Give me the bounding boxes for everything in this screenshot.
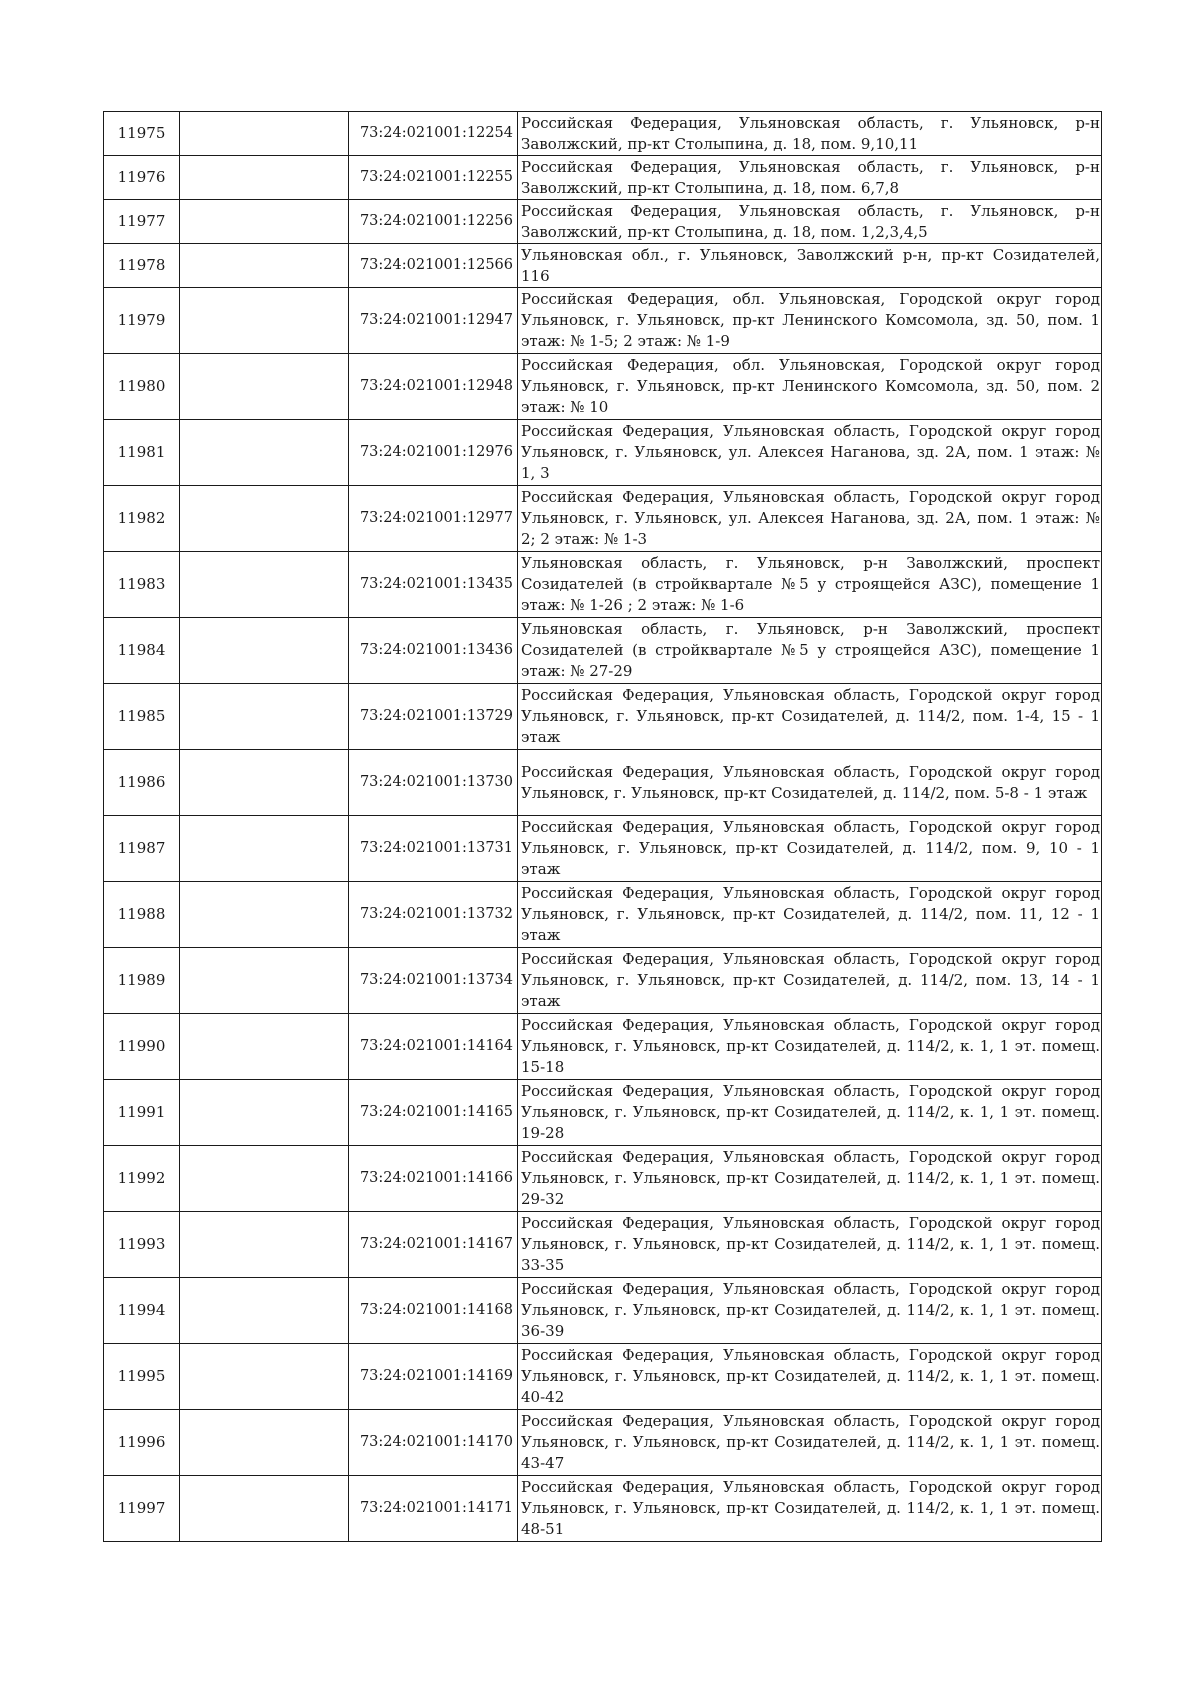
address-cell: Российская Федерация, Ульяновская область, Городской округ город Ульяновск, г. Ульяновск, пр-кт Созидателей, д. 114/2, пом. 9, 10 - 1 этаж <box>518 816 1102 882</box>
row-number: 11976 <box>104 156 180 200</box>
cadastral-number: 73:24:021001:14169 <box>349 1344 518 1410</box>
address-cell: Российская Федерация, Ульяновская область, Городской округ город Ульяновск, г. Ульяновск, ул. Алексея Наганова, зд. 2А, пом. 1 этаж: № 1, 3 <box>518 420 1102 486</box>
address-cell: Российская Федерация, Ульяновская область, Городской округ город Ульяновск, г. Ульяновск, пр-кт Созидателей, д. 114/2, пом. 13, 14 - 1 этаж <box>518 948 1102 1014</box>
cadastral-number: 73:24:021001:12256 <box>349 200 518 244</box>
row-number: 11990 <box>104 1014 180 1080</box>
empty-cell <box>180 552 349 618</box>
table-row <box>104 112 1102 156</box>
empty-cell <box>180 288 349 354</box>
empty-cell <box>180 1476 349 1542</box>
address-cell: Российская Федерация, Ульяновская область, Городской округ город Ульяновск, г. Ульяновск, пр-кт Созидателей, д. 114/2, к. 1, 1 эт. помещ. 48-51 <box>518 1476 1102 1542</box>
row-number: 11993 <box>104 1212 180 1278</box>
table-row <box>104 200 1102 244</box>
table-row <box>104 1014 1102 1080</box>
cadastral-number: 73:24:021001:14166 <box>349 1146 518 1212</box>
empty-cell <box>180 750 349 816</box>
cadastral-number: 73:24:021001:12977 <box>349 486 518 552</box>
property-table-body <box>104 112 1102 1542</box>
empty-cell <box>180 1080 349 1146</box>
row-number: 11986 <box>104 750 180 816</box>
empty-cell <box>180 1278 349 1344</box>
address-cell: Российская Федерация, обл. Ульяновская, Городской округ город Ульяновск, г. Ульяновск, пр-кт Ленинского Комсомола, зд. 50, пом. 2 этаж: № 10 <box>518 354 1102 420</box>
empty-cell <box>180 200 349 244</box>
row-number: 11981 <box>104 420 180 486</box>
table-row <box>104 948 1102 1014</box>
row-number: 11995 <box>104 1344 180 1410</box>
table-row <box>104 1212 1102 1278</box>
address-cell: Российская Федерация, Ульяновская область, Городской округ город Ульяновск, г. Ульяновск, пр-кт Созидателей, д. 114/2, к. 1, 1 эт. помещ. 36-39 <box>518 1278 1102 1344</box>
table-row <box>104 156 1102 200</box>
cadastral-number: 73:24:021001:12947 <box>349 288 518 354</box>
row-number: 11978 <box>104 244 180 288</box>
row-number: 11996 <box>104 1410 180 1476</box>
cadastral-number: 73:24:021001:14170 <box>349 1410 518 1476</box>
address-cell: Российская Федерация, Ульяновская область, г. Ульяновск, р-н Заволжский, пр-кт Столыпина, д. 18, пом. 6,7,8 <box>518 156 1102 200</box>
empty-cell <box>180 1410 349 1476</box>
cadastral-number: 73:24:021001:13436 <box>349 618 518 684</box>
table-row <box>104 1278 1102 1344</box>
address-cell: Российская Федерация, Ульяновская область, Городской округ город Ульяновск, г. Ульяновск, пр-кт Созидателей, д. 114/2, к. 1, 1 эт. помещ. 33-35 <box>518 1212 1102 1278</box>
empty-cell <box>180 816 349 882</box>
empty-cell <box>180 420 349 486</box>
table-row <box>104 882 1102 948</box>
table-row <box>104 684 1102 750</box>
address-cell: Российская Федерация, Ульяновская область, Городской округ город Ульяновск, г. Ульяновск, пр-кт Созидателей, д. 114/2, пом. 5-8 - 1 этаж <box>518 750 1102 816</box>
address-cell: Российская Федерация, Ульяновская область, Городской округ город Ульяновск, г. Ульяновск, пр-кт Созидателей, д. 114/2, пом. 1-4, 15 - 1 этаж <box>518 684 1102 750</box>
cadastral-number: 73:24:021001:13732 <box>349 882 518 948</box>
table-row <box>104 486 1102 552</box>
table-row <box>104 618 1102 684</box>
empty-cell <box>180 112 349 156</box>
row-number: 11985 <box>104 684 180 750</box>
row-number: 11982 <box>104 486 180 552</box>
cadastral-number: 73:24:021001:14167 <box>349 1212 518 1278</box>
row-number: 11987 <box>104 816 180 882</box>
row-number: 11979 <box>104 288 180 354</box>
address-cell: Российская Федерация, Ульяновская область, г. Ульяновск, р-н Заволжский, пр-кт Столыпина, д. 18, пом. 1,2,3,4,5 <box>518 200 1102 244</box>
address-cell: Ульяновская область, г. Ульяновск, р-н Заволжский, проспект Созидателей (в стройквартале №5 у строящейся АЗС), помещение 1 этаж: № 1-26 ; 2 этаж: № 1-6 <box>518 552 1102 618</box>
table-row <box>104 354 1102 420</box>
row-number: 11988 <box>104 882 180 948</box>
table-row <box>104 1410 1102 1476</box>
table-row <box>104 1080 1102 1146</box>
address-cell: Российская Федерация, обл. Ульяновская, Городской округ город Ульяновск, г. Ульяновск, пр-кт Ленинского Комсомола, зд. 50, пом. 1 этаж: № 1-5; 2 этаж: № 1-9 <box>518 288 1102 354</box>
cadastral-number: 73:24:021001:14168 <box>349 1278 518 1344</box>
table-row <box>104 816 1102 882</box>
table-row <box>104 288 1102 354</box>
row-number: 11977 <box>104 200 180 244</box>
cadastral-number: 73:24:021001:13731 <box>349 816 518 882</box>
cadastral-number: 73:24:021001:12566 <box>349 244 518 288</box>
table-row <box>104 1344 1102 1410</box>
address-cell: Ульяновская область, г. Ульяновск, р-н Заволжский, проспект Созидателей (в стройквартале №5 у строящейся АЗС), помещение 1 этаж: № 27-29 <box>518 618 1102 684</box>
address-cell: Российская Федерация, Ульяновская область, г. Ульяновск, р-н Заволжский, пр-кт Столыпина, д. 18, пом. 9,10,11 <box>518 112 1102 156</box>
table-row <box>104 1146 1102 1212</box>
cadastral-number: 73:24:021001:14171 <box>349 1476 518 1542</box>
address-cell: Российская Федерация, Ульяновская область, Городской округ город Ульяновск, г. Ульяновск, ул. Алексея Наганова, зд. 2А, пом. 1 этаж: № 2; 2 этаж: № 1-3 <box>518 486 1102 552</box>
row-number: 11991 <box>104 1080 180 1146</box>
empty-cell <box>180 882 349 948</box>
empty-cell <box>180 354 349 420</box>
property-table <box>103 111 1102 1542</box>
address-cell: Российская Федерация, Ульяновская область, Городской округ город Ульяновск, г. Ульяновск, пр-кт Созидателей, д. 114/2, пом. 11, 12 - 1 этаж <box>518 882 1102 948</box>
empty-cell <box>180 1212 349 1278</box>
empty-cell <box>180 486 349 552</box>
empty-cell <box>180 684 349 750</box>
table-row <box>104 552 1102 618</box>
row-number: 11997 <box>104 1476 180 1542</box>
cadastral-number: 73:24:021001:12976 <box>349 420 518 486</box>
empty-cell <box>180 1146 349 1212</box>
row-number: 11989 <box>104 948 180 1014</box>
address-cell: Ульяновская обл., г. Ульяновск, Заволжский р-н, пр-кт Созидателей, 116 <box>518 244 1102 288</box>
empty-cell <box>180 618 349 684</box>
row-number: 11984 <box>104 618 180 684</box>
cadastral-number: 73:24:021001:13729 <box>349 684 518 750</box>
table-row <box>104 750 1102 816</box>
row-number: 11975 <box>104 112 180 156</box>
address-cell: Российская Федерация, Ульяновская область, Городской округ город Ульяновск, г. Ульяновск, пр-кт Созидателей, д. 114/2, к. 1, 1 эт. помещ. 43-47 <box>518 1410 1102 1476</box>
address-cell: Российская Федерация, Ульяновская область, Городской округ город Ульяновск, г. Ульяновск, пр-кт Созидателей, д. 114/2, к. 1, 1 эт. помещ. 40-42 <box>518 1344 1102 1410</box>
row-number: 11992 <box>104 1146 180 1212</box>
row-number: 11994 <box>104 1278 180 1344</box>
row-number: 11980 <box>104 354 180 420</box>
table-row <box>104 1476 1102 1542</box>
cadastral-number: 73:24:021001:14164 <box>349 1014 518 1080</box>
cadastral-number: 73:24:021001:12255 <box>349 156 518 200</box>
cadastral-number: 73:24:021001:13734 <box>349 948 518 1014</box>
cadastral-number: 73:24:021001:13730 <box>349 750 518 816</box>
table-row <box>104 244 1102 288</box>
table-row <box>104 420 1102 486</box>
empty-cell <box>180 1014 349 1080</box>
address-cell: Российская Федерация, Ульяновская область, Городской округ город Ульяновск, г. Ульяновск, пр-кт Созидателей, д. 114/2, к. 1, 1 эт. помещ. 15-18 <box>518 1014 1102 1080</box>
row-number: 11983 <box>104 552 180 618</box>
empty-cell <box>180 1344 349 1410</box>
address-cell: Российская Федерация, Ульяновская область, Городской округ город Ульяновск, г. Ульяновск, пр-кт Созидателей, д. 114/2, к. 1, 1 эт. помещ. 19-28 <box>518 1080 1102 1146</box>
address-cell: Российская Федерация, Ульяновская область, Городской округ город Ульяновск, г. Ульяновск, пр-кт Созидателей, д. 114/2, к. 1, 1 эт. помещ. 29-32 <box>518 1146 1102 1212</box>
empty-cell <box>180 244 349 288</box>
cadastral-number: 73:24:021001:13435 <box>349 552 518 618</box>
cadastral-number: 73:24:021001:14165 <box>349 1080 518 1146</box>
cadastral-number: 73:24:021001:12948 <box>349 354 518 420</box>
empty-cell <box>180 948 349 1014</box>
empty-cell <box>180 156 349 200</box>
cadastral-number: 73:24:021001:12254 <box>349 112 518 156</box>
